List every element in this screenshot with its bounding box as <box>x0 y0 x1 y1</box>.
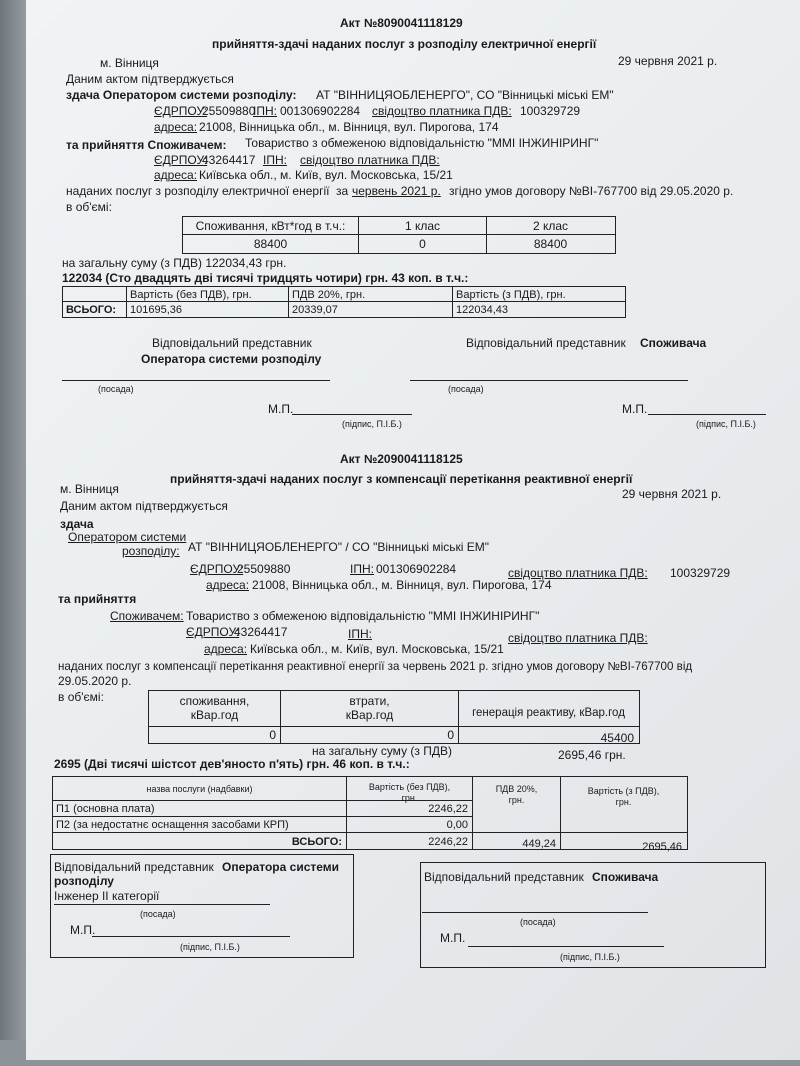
act2-city: м. Вінниця <box>60 482 119 496</box>
act2-number: Акт №2090041118125 <box>340 452 463 466</box>
act1-consumer-address: Київська обл., м. Київ, вул. Московська, 15/21 <box>199 168 453 182</box>
act1-address-label: адреса: <box>154 120 198 134</box>
act1-cost-vat: 20339,07 <box>292 304 338 316</box>
act1-vat-label: свідоцтво платника ПДВ: <box>372 104 512 118</box>
act1-confirm: Даним актом підтверджується <box>66 72 234 86</box>
act1-sign-label-right: (підпис, П.І.Б.) <box>696 419 756 429</box>
act1-consumer-vat-label: свідоцтво платника ПДВ: <box>300 153 440 167</box>
act2-sig-left-b: Оператора системи <box>222 860 340 874</box>
act2-vol-value-generation: 45400 <box>600 731 634 745</box>
act1-sign-line-left <box>292 414 412 415</box>
act2-svc-total-label: ВСЬОГО: <box>291 836 342 848</box>
act1-vol-value-class2: 88400 <box>533 237 568 251</box>
act1-services-line-a: наданих послуг з розподілу електричної енергії <box>66 184 330 198</box>
act1-cost-header-net: Вартість (без ПДВ), грн. <box>130 289 252 301</box>
act1-ipn: 001306902284 <box>280 104 361 118</box>
act1-vol-header-consumption: Споживання, кВт*год в т.ч.: <box>195 219 346 233</box>
act2-position-line-left <box>54 904 270 905</box>
act1-consumer-intro: та прийняття Споживачем: <box>66 138 227 152</box>
act2-svc-header-gross-2: грн. <box>615 797 632 807</box>
act2-consumer-address-label: адреса: <box>204 642 248 656</box>
act2-sign-label-right: (підпис, П.І.Б.) <box>560 952 620 962</box>
act1-ipn-label: ІПН: <box>253 104 277 118</box>
act1-sign-line-right <box>648 414 766 415</box>
act2-consumer-edrpou: 43264417 <box>234 625 288 639</box>
table-row-net: 0,00 <box>446 819 468 831</box>
act2-subtitle: прийняття-здачі наданих послуг з компенсації перетікання реактивної енергії <box>170 472 633 486</box>
act2-vat: 100329729 <box>670 566 731 580</box>
act2-sig-left-c: розподілу <box>54 874 114 888</box>
act1-vol-header-class1: 1 клас <box>404 219 441 233</box>
act2-vol-value-consumption: 0 <box>269 728 276 742</box>
act2-ipn-label: ІПН: <box>350 562 374 576</box>
act2-vol-header-consumption-2: кВар.год <box>190 708 239 722</box>
table-row-net: 2246,22 <box>428 803 468 815</box>
act2-svc-header-vat-2: грн. <box>508 795 525 805</box>
act1-consumer-edrpou: 43264417 <box>202 153 256 167</box>
act2-sig-right-a: Відповідальний представник <box>424 870 584 884</box>
act1-volume-label: в об'ємі: <box>66 200 112 214</box>
act2-ipn: 001306902284 <box>376 562 457 576</box>
act2-operator-label-1: Оператором системи <box>68 530 187 544</box>
act2-position-line-right <box>422 912 648 913</box>
act2-address: 21008, Вінницька обл., м. Вінниця, вул. Пирогова, 174 <box>252 578 552 592</box>
act2-volume-label: в об'ємі: <box>58 690 104 704</box>
act1-cost-net: 101695,36 <box>130 304 182 316</box>
act1-subtitle: прийняття-здачі наданих послуг з розподілу електричної енергії <box>212 37 597 51</box>
act1-cost-header-vat: ПДВ 20%, грн. <box>292 289 366 301</box>
act2-total-label: на загальну суму (з ПДВ) <box>312 744 452 758</box>
act1-city: м. Вінниця <box>100 56 159 70</box>
act1-services-period: червень 2021 р. <box>352 184 441 198</box>
act1-consumer-edrpou-label: ЄДРПОУ: <box>154 153 208 167</box>
act2-vol-header-generation: генерація реактиву, кВар.год <box>472 707 625 719</box>
act2-services-line-2: 29.05.2020 р. <box>58 674 132 688</box>
act2-sig-left-role: Інженер ІІ категорії <box>54 889 160 903</box>
act2-total-value: 2695,46 грн. <box>558 748 626 762</box>
act2-stamp-left: М.П. <box>70 923 96 937</box>
act2-consumer-ipn-label: ІПН: <box>348 627 372 641</box>
act2-svc-header-net-1: Вартість (без ПДВ), <box>368 782 451 792</box>
act1-date: 29 червня 2021 р. <box>618 54 718 68</box>
act1-cost-header-gross: Вартість (з ПДВ), грн. <box>456 289 566 301</box>
act2-vol-header-losses-2: кВар.год <box>345 708 394 722</box>
act1-consumer-name: Товариство з обмеженою відповідальністю "ММІ ІНЖИНІРИНГ" <box>245 136 599 150</box>
act1-cost-gross: 122034,43 <box>456 304 508 316</box>
act2-operator-label-2: розподілу: <box>122 544 180 558</box>
act2-supplier-name: АТ "ВІННИЦЯОБЛЕНЕРГО" / СО "Вінницькі міські ЕМ" <box>188 540 490 554</box>
act2-position-label-right: (посада) <box>520 917 556 927</box>
act2-vol-header-losses-1: втрати, <box>349 694 390 708</box>
act2-date: 29 червня 2021 р. <box>622 487 722 501</box>
act2-edrpou-label: ЄДРПОУ: <box>190 562 244 576</box>
act2-sign-line-right <box>468 946 664 947</box>
act1-consumer-ipn-label: ІПН: <box>263 153 287 167</box>
act1-sig-left-1: Відповідальний представник <box>152 336 312 350</box>
act2-consumer-name: Товариство з обмеженою відповідальністю "ММІ ІНЖИНІРИНГ" <box>186 609 540 623</box>
act2-svc-total-vat: 449,24 <box>522 838 556 850</box>
act1-stamp-left: М.П. <box>268 402 294 416</box>
act1-position-line-right <box>410 380 688 381</box>
act1-sig-right-2: Споживача <box>640 336 707 350</box>
act1-position-label-left: (посада) <box>98 384 134 394</box>
act2-svc-total-net: 2246,22 <box>428 836 468 848</box>
act2-sig-left-a: Відповідальний представник <box>54 860 214 874</box>
act1-sig-right-1: Відповідальний представник <box>466 336 626 350</box>
act2-position-label-left: (посада) <box>140 909 176 919</box>
act1-cost-total-label: ВСЬОГО: <box>66 304 117 316</box>
act2-svc-header-name: назва послуги (надбавки) <box>146 784 253 794</box>
act1-vol-header-class2: 2 клас <box>532 219 569 233</box>
act1-supplier-intro: здача Оператором системи розподілу: <box>66 88 297 102</box>
act2-svc-header-vat-1: ПДВ 20%, <box>495 784 538 794</box>
act1-position-label-right: (посада) <box>448 384 484 394</box>
act2-consumer-vat-label: свідоцтво платника ПДВ: <box>508 631 648 645</box>
act1-address: 21008, Вінницька обл., м. Вінниця, вул. Пирогова, 174 <box>199 120 499 134</box>
act2-vol-header-consumption-1: споживання, <box>179 694 250 708</box>
act1-number: Акт №8090041118129 <box>340 16 463 30</box>
act1-sign-label-left: (підпис, П.І.Б.) <box>342 419 402 429</box>
act1-position-line-left <box>62 380 330 381</box>
act1-vat: 100329729 <box>520 104 581 118</box>
act2-total-words: 2695 (Дві тисячі шістсот дев'яносто п'ять) грн. 46 коп. в т.ч.: <box>54 757 410 771</box>
act1-services-for: за <box>336 184 349 198</box>
act2-sig-right-b: Споживача <box>592 870 659 884</box>
act1-edrpou-label: ЄДРПОУ: <box>154 104 208 118</box>
act2-consumer-address: Київська обл., м. Київ, вул. Московська, 15/21 <box>250 642 504 656</box>
act2-edrpou: 25509880 <box>237 562 291 576</box>
act2-confirm: Даним актом підтверджується <box>60 499 228 513</box>
act1-sig-left-2: Оператора системи розподілу <box>141 352 322 366</box>
act2-handover: здача <box>60 517 94 531</box>
act2-consumer-edrpou-label: ЄДРПОУ: <box>186 625 240 639</box>
act1-supplier-name: АТ "ВІННИЦЯОБЛЕНЕРГО", СО "Вінницькі міські ЕМ" <box>316 88 614 102</box>
act2-consumer-label: Споживачем: <box>110 609 184 623</box>
table-row-name: П1 (основна плата) <box>56 803 155 815</box>
act1-services-line-b: згідно умов договору №ВІ-767700 від 29.05.2020 р. <box>449 184 734 198</box>
act2-stamp-right: М.П. <box>440 931 466 945</box>
act2-sign-line-left <box>92 936 290 937</box>
act2-svc-header-net-2: грн. <box>401 793 418 803</box>
act2-svc-header-gross-1: Вартість (з ПДВ), <box>587 786 660 796</box>
act2-services-line-1: наданих послуг з компенсації перетікання реактивної енергії за червень 2021 р. згідно умов договору №ВІ-767700 від <box>58 660 693 673</box>
act2-acceptance: та прийняття <box>58 592 137 606</box>
act2-sign-label-left: (підпис, П.І.Б.) <box>180 942 240 952</box>
act2-vat-label: свідоцтво платника ПДВ: <box>508 566 648 580</box>
act1-edrpou: 25509880 <box>202 104 256 118</box>
act1-vol-value-consumption: 88400 <box>253 237 288 251</box>
act1-total-words: 122034 (Сто двадцять дві тисячі тридцять чотири) грн. 43 коп. в т.ч.: <box>62 271 469 285</box>
table-row-name: П2 (за недостатнє оснащення засобами КРП) <box>56 819 289 831</box>
act1-vol-value-class1: 0 <box>419 237 426 251</box>
act2-vol-value-losses: 0 <box>447 728 454 742</box>
act2-svc-total-gross: 2695,46 <box>642 841 682 853</box>
act1-stamp-right: М.П. <box>622 402 648 416</box>
act2-address-label: адреса: <box>206 578 250 592</box>
act1-consumer-address-label: адреса: <box>154 168 198 182</box>
act1-total-text: на загальну суму (з ПДВ) 122034,43 грн. <box>62 256 287 270</box>
